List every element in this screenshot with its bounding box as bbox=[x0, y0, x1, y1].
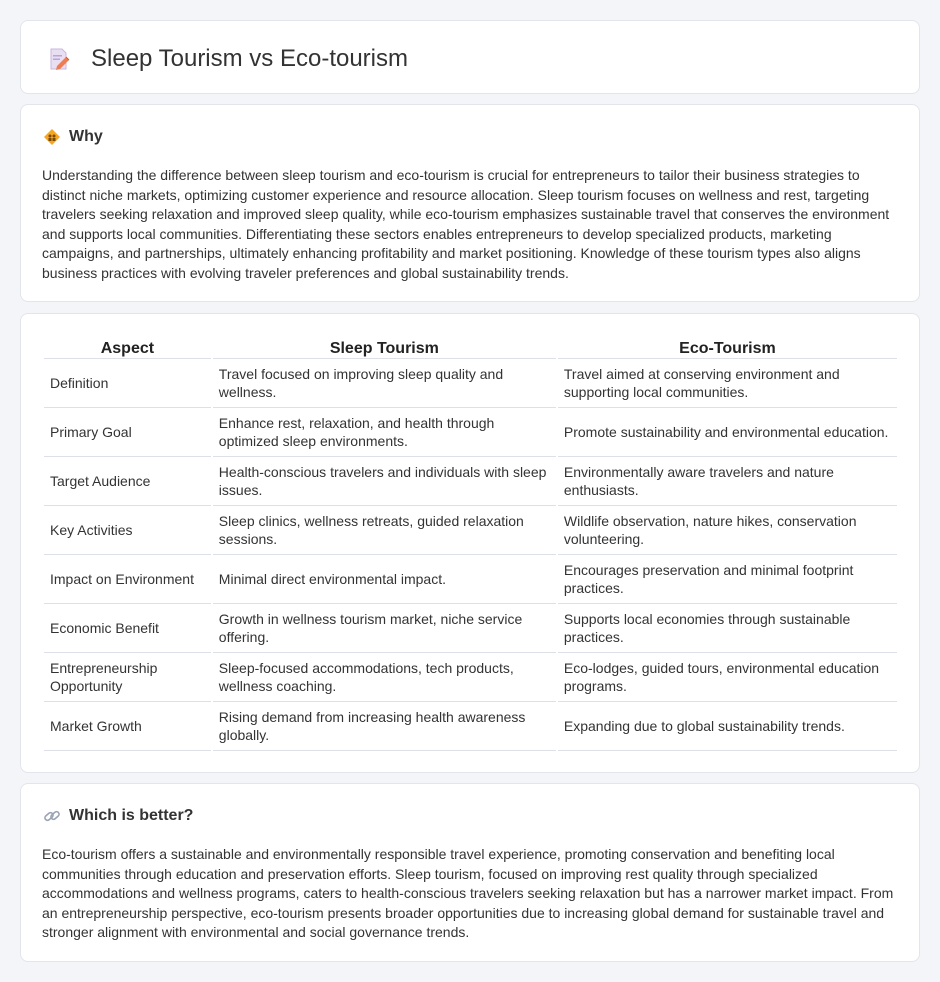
column-header-aspect: Aspect bbox=[44, 334, 211, 359]
sleep-tourism-cell: Rising demand from increasing health awareness globally. bbox=[213, 702, 556, 751]
table-row bbox=[44, 359, 897, 408]
sleep-tourism-cell: Growth in wellness tourism market, niche service offering. bbox=[213, 604, 556, 653]
table-row bbox=[44, 555, 897, 604]
better-heading: Which is better? bbox=[69, 807, 194, 824]
sleep-tourism-cell: Sleep-focused accommodations, tech products, wellness coaching. bbox=[213, 653, 556, 702]
why-heading: Why bbox=[69, 128, 103, 145]
eco-tourism-cell: Eco-lodges, guided tours, environmental education programs. bbox=[558, 653, 897, 702]
eco-tourism-cell: Expanding due to global sustainability trends. bbox=[558, 702, 897, 751]
sleep-tourism-cell: Sleep clinics, wellness retreats, guided relaxation sessions. bbox=[213, 506, 556, 555]
aspect-cell: Key Activities bbox=[44, 506, 211, 555]
why-heading-row bbox=[43, 127, 103, 147]
aspect-cell: Primary Goal bbox=[44, 408, 211, 457]
table-header-row bbox=[44, 334, 897, 359]
table-row bbox=[44, 457, 897, 506]
why-section bbox=[20, 104, 920, 302]
aspect-cell: Market Growth bbox=[44, 702, 211, 751]
table-row bbox=[44, 702, 897, 751]
aspect-cell: Definition bbox=[44, 359, 211, 408]
column-header-sleep-tourism: Sleep Tourism bbox=[213, 334, 556, 359]
table-row bbox=[44, 653, 897, 702]
aspect-cell: Entrepreneurship Opportunity bbox=[44, 653, 211, 702]
diamond-people-icon bbox=[43, 128, 61, 146]
table-row bbox=[44, 604, 897, 653]
sleep-tourism-cell: Enhance rest, relaxation, and health through optimized sleep environments. bbox=[213, 408, 556, 457]
better-text: Eco-tourism offers a sustainable and environmentally responsible travel experience, promoting conservation and benefiting local communities through education and preservation efforts. Sleep tourism, focused on improving rest quality through specialized accommodations and wellness programs, caters to health-conscious travelers seeking relaxation but has a narrower market impact. From an entrepreneurship perspective, eco-tourism presents broader opportunities due to increasing global demand for sustainable travel and stronger alignment with environmental and social governance trends. bbox=[42, 846, 894, 940]
eco-tourism-cell: Promote sustainability and environmental education. bbox=[558, 408, 897, 457]
why-text: Understanding the difference between sleep tourism and eco-tourism is crucial for entrepreneurs to tailor their business strategies to distinct niche markets, optimizing customer experience and resource allocation. Sleep tourism focuses on wellness and rest, targeting travelers seeking relaxation and improved sleep quality, while eco-tourism emphasizes sustainable travel that conserves the environment and supports local communities. Differentiating these sectors enables entrepreneurs to develop specialized products, marketing campaigns, and partnerships, ultimately enhancing profitability and market positioning. Knowledge of these tourism types also aligns business practices with evolving traveler preferences and global sustainability trends. bbox=[42, 167, 890, 281]
eco-tourism-cell: Supports local economies through sustainable practices. bbox=[558, 604, 897, 653]
sleep-tourism-cell: Travel focused on improving sleep quality and wellness. bbox=[213, 359, 556, 408]
eco-tourism-cell: Wildlife observation, nature hikes, conservation volunteering. bbox=[558, 506, 897, 555]
document-pencil-icon bbox=[48, 47, 70, 71]
aspect-cell: Impact on Environment bbox=[44, 555, 211, 604]
eco-tourism-cell: Encourages preservation and minimal footprint practices. bbox=[558, 555, 897, 604]
comparison-section bbox=[20, 313, 920, 773]
better-heading-row bbox=[43, 806, 193, 826]
title-card bbox=[20, 20, 920, 94]
comparison-table bbox=[42, 334, 899, 751]
column-header-eco-tourism: Eco-Tourism bbox=[558, 334, 897, 359]
eco-tourism-cell: Environmentally aware travelers and nature enthusiasts. bbox=[558, 457, 897, 506]
table-row bbox=[44, 408, 897, 457]
sleep-tourism-cell: Health-conscious travelers and individuals with sleep issues. bbox=[213, 457, 556, 506]
link-icon bbox=[43, 807, 61, 825]
aspect-cell: Target Audience bbox=[44, 457, 211, 506]
sleep-tourism-cell: Minimal direct environmental impact. bbox=[213, 555, 556, 604]
page-title: Sleep Tourism vs Eco-tourism bbox=[91, 45, 408, 72]
which-is-better-section bbox=[20, 783, 920, 962]
table-row bbox=[44, 506, 897, 555]
aspect-cell: Economic Benefit bbox=[44, 604, 211, 653]
eco-tourism-cell: Travel aimed at conserving environment and supporting local communities. bbox=[558, 359, 897, 408]
